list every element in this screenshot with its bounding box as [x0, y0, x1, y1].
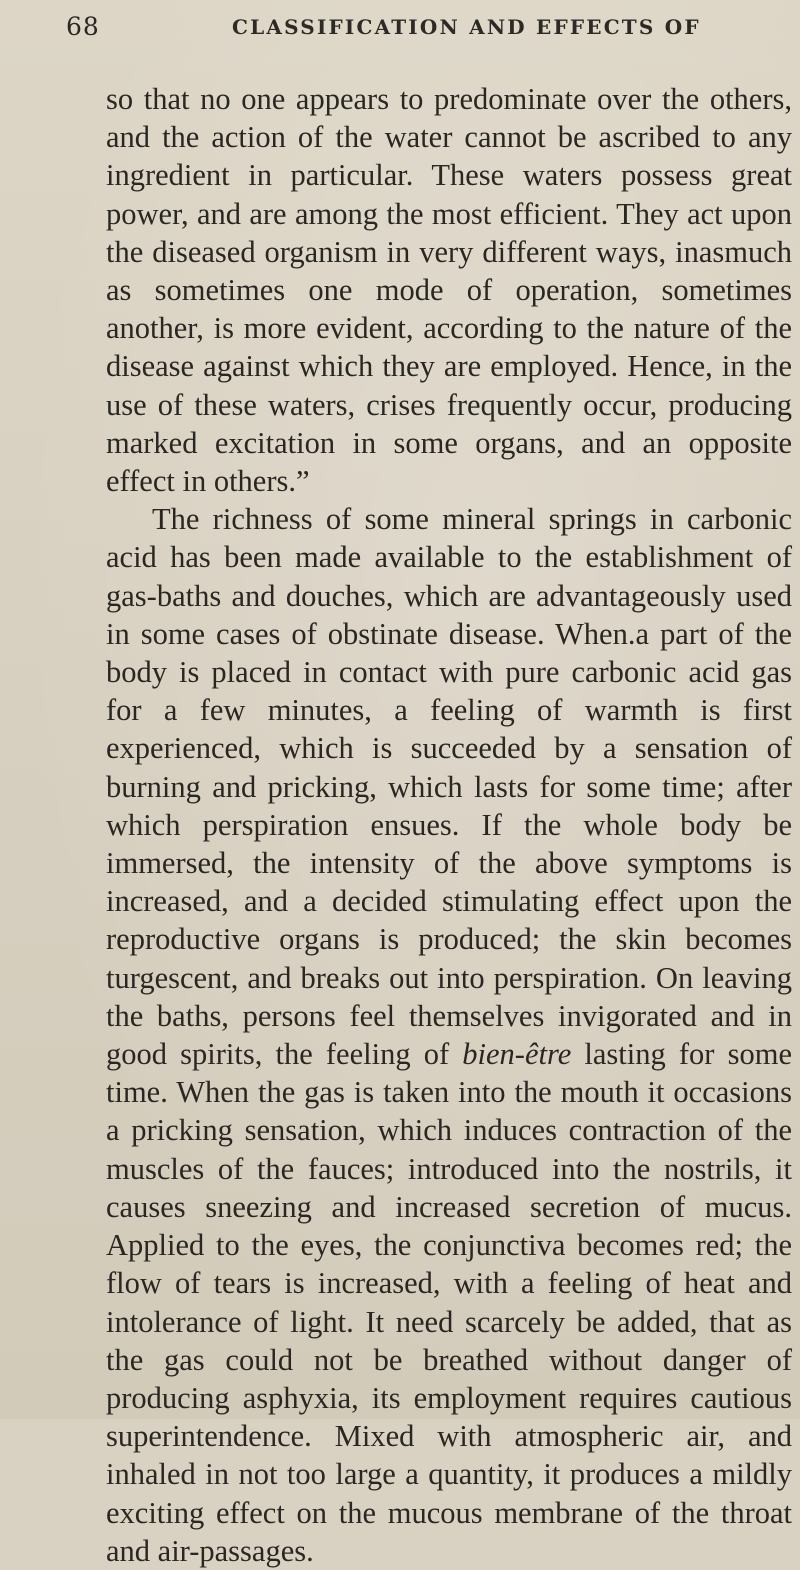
italic-phrase: bien-être — [462, 1037, 572, 1072]
running-head: CLASSIFICATION AND EFFECTS OF — [232, 15, 701, 39]
paragraph-carbonic-acid — [106, 500, 792, 1570]
body-text — [106, 80, 792, 1570]
page-header — [0, 12, 800, 52]
paragraph-text: lasting for some time. When the gas is taken into the mouth it occasions a pricking sensation, which induces contraction of the muscles of the fauces; introduced into the nostrils, it causes sneezing and increased secretion of mucus. Applied to the eyes, the conjunctiva becomes red; the flow of tears is increased, with a feeling of heat and intolerance of light. It need scarcely be added, that as the gas could not be breathed without danger of producing asphyxia, its employment requires cautious superintendence. Mixed with atmospheric air, and inhaled in not too large a quantity, it produces a mildly exciting effect on the mucous membrane of the throat and air-passages. — [106, 1037, 792, 1568]
paragraph-continued — [106, 80, 792, 500]
paragraph-text: so that no one appears to predominate over the others, and the action of the water cannot be ascribed to any ingredient in particular. These waters possess great power, and are among the most efficient. They act upon the diseased organism in very different ways, inasmuch as sometimes one mode of operation, sometimes another, is more evident, according to the nature of the disease against which they are employed. Hence, in the use of these waters, crises frequently occur, producing marked excitation in some organs, and an opposite effect in others.” — [106, 82, 792, 499]
paragraph-text: The richness of some mineral springs in carbonic acid has been made available to the establishment of gas-baths and douches, which are advantageously used in some cases of obstinate disease. When.a part of the body is placed in contact with pure carbonic acid gas for a few minutes, a feeling of warmth is first experienced, which is succeeded by a sensation of burning and pricking, which lasts for some time; after which perspiration ensues. If the whole body be immersed, the intensity of the above symptoms is increased, and a decided stimulating effect upon the reproductive organs is produced; the skin becomes turgescent, and breaks out into perspiration. On leaving the baths, persons feel themselves invigorated and in good spirits, the feeling of — [106, 502, 792, 1072]
page-number: 68 — [66, 12, 100, 41]
